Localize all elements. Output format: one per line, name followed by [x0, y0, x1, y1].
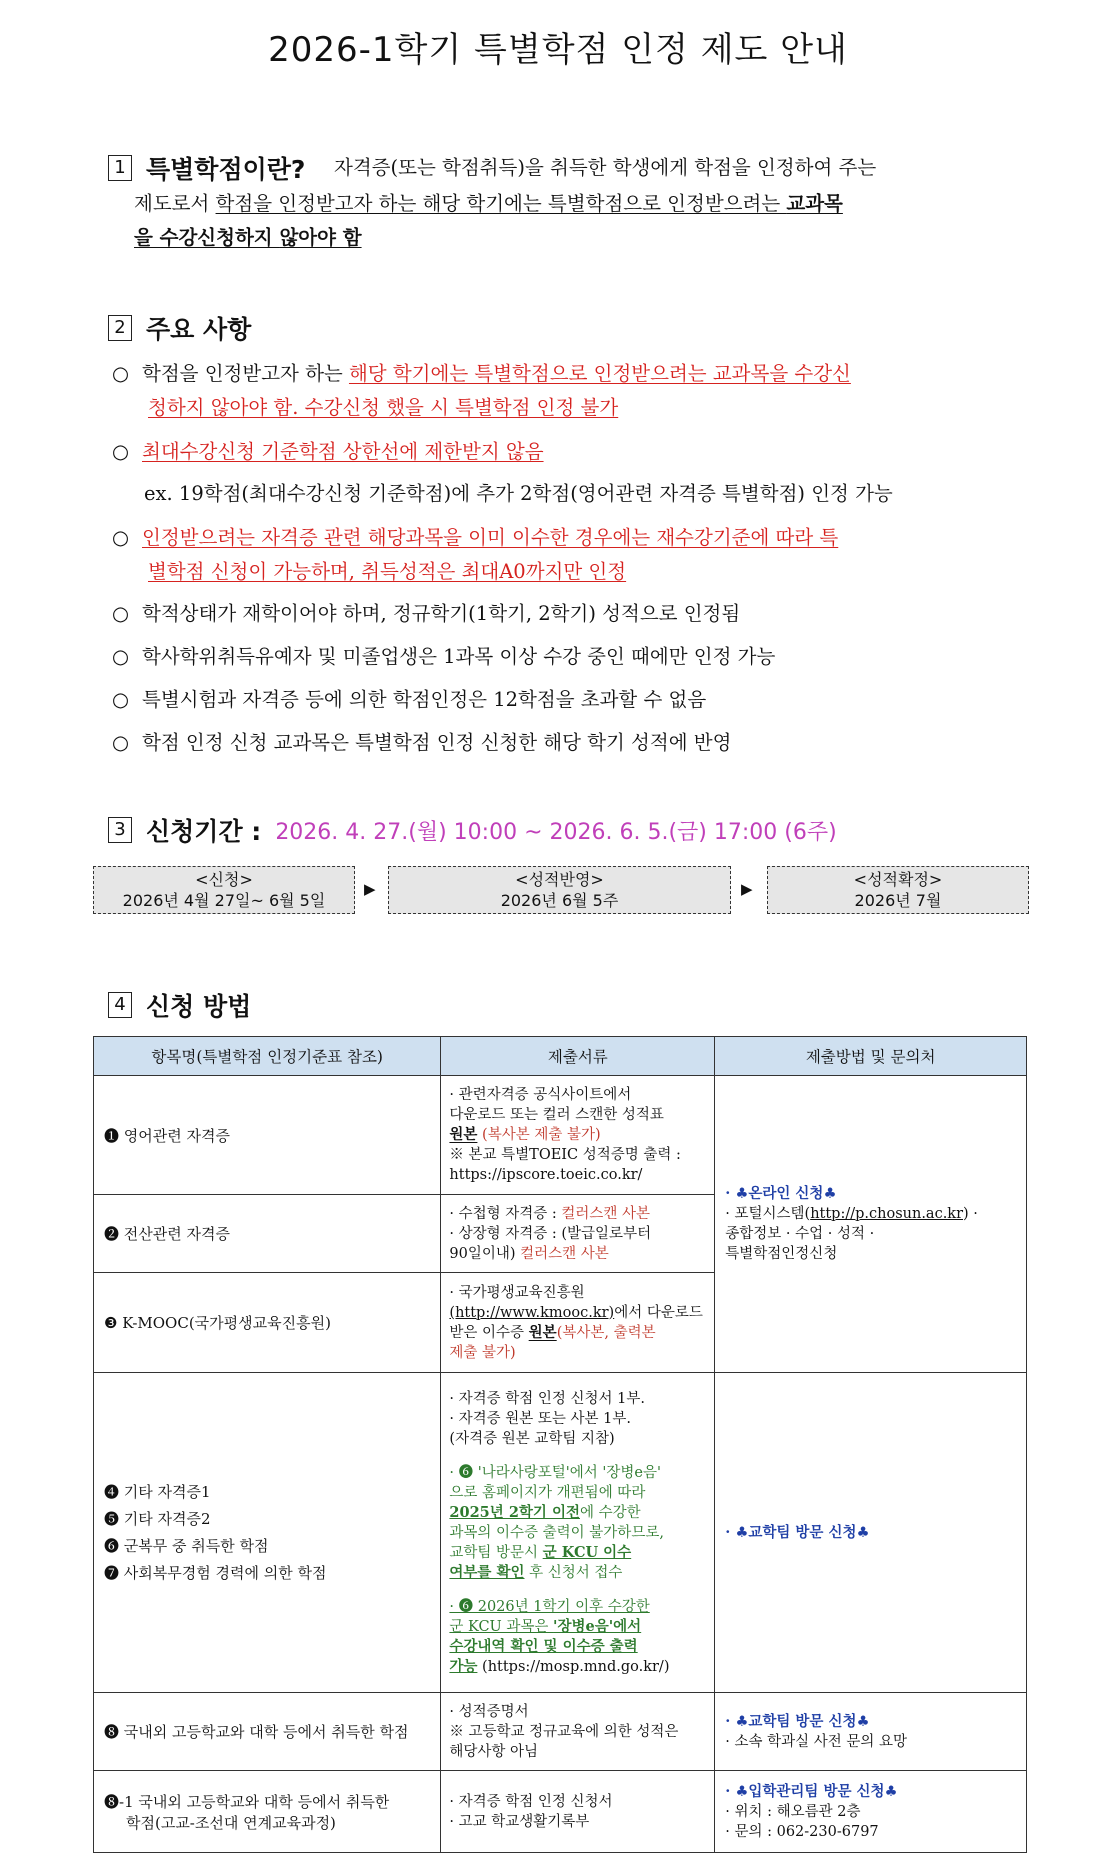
row-6-method: · ♣입학관리팀 방문 신청♣ · 위치 : 해오름관 2층 · 문의 : 062-230-6797: [715, 1771, 1027, 1853]
header-docs: 제출서류: [441, 1037, 715, 1076]
row-5-docs: · 성적증명서 ※ 고등학교 정규교육에 의한 성적은 해당사항 아님: [441, 1693, 715, 1771]
row-3-docs: · 국가평생교육진흥원 (http://www.kmooc.kr)에서 다운로드 받은 이수증 원본(복사본, 출력본 제출 불가): [441, 1273, 715, 1373]
row-4-method: · ♣교학팀 방문 신청♣: [715, 1373, 1027, 1693]
row-1-name: ❶ 영어관련 자격증: [94, 1076, 441, 1195]
section-2-example: ex. 19학점(최대수강신청 기준학점)에 추가 2학점(영어관련 자격증 특별학점) 인정 가능: [144, 482, 893, 505]
row-5-method: · ♣교학팀 방문 신청♣ · 소속 학과실 사전 문의 요망: [715, 1693, 1027, 1771]
row-6-name: ❽-1 국내외 고등학교와 대학 등에서 취득한 학점(고교-조선대 연계교육과정): [94, 1771, 441, 1853]
section-3-number: 3: [108, 817, 132, 843]
section-1-heading: [108, 150, 305, 186]
row-4-docs: · 자격증 학점 인정 신청서 1부. · 자격증 원본 또는 사본 1부. (자격증 원본 교학팀 지참) · ❻ '나라사랑포털'에서 '장병e음' 으로 홈페이지가 개편됨에 따라 2025년 2학기 이전에 수강한 과목의 이수증 출력이 불가하므로, 교학팀 방문시 군 KCU 이수 여부를 확인 후 신청서 접수 · ❻ 2026년 1학기 이후 수강한 군 KCU 과목은 '장병e음'에서 수강내역 확인 및 이수증 출력 가능 (https://mosp.mnd.go.kr/): [441, 1373, 715, 1693]
row-2-name: ❷ 전산관련 자격증: [94, 1195, 441, 1273]
section-4-title: 신청 방법: [146, 992, 252, 1021]
application-period: 2026. 4. 27.(월) 10:00 ~ 2026. 6. 5.(금) 17:00 (6주): [275, 819, 837, 845]
stage-apply: <신청> 2026년 4월 27일~ 6월 5일: [93, 866, 355, 914]
section-4-number: 4: [108, 992, 132, 1018]
section-3-title: 신청기간 :: [146, 817, 262, 846]
section-2-number: 2: [108, 315, 132, 341]
header-method: 제출방법 및 문의처: [715, 1037, 1027, 1076]
section-2-bullet-6: ○ 특별시험과 자격증 등에 의한 학점인정은 12학점을 초과할 수 없음: [112, 688, 707, 711]
row-4-names: ❹ 기타 자격증1 ❺ 기타 자격증2 ❻ 군복무 중 취득한 학점 ❼ 사회복무경험 경력에 의한 학점: [94, 1373, 441, 1693]
portal-link[interactable]: http://p.chosun.ac.kr: [810, 1206, 964, 1222]
kmooc-link[interactable]: (http://www.kmooc.kr): [449, 1304, 615, 1321]
row-1-docs: · 관련자격증 공식사이트에서 다운로드 또는 컬러 스캔한 성적표 원본 (복사본 제출 불가) ※ 본교 특별TOEIC 성적증명 출력 : https://ipscore.toeic.co.kr/: [441, 1076, 715, 1195]
section-2-bullet-7: ○ 학점 인정 신청 교과목은 특별학점 인정 신청한 해당 학기 성적에 반영: [112, 731, 732, 754]
section-2-bullet-3-cont: 별학점 신청이 가능하며, 취득성적은 최대A0까지만 인정: [148, 560, 627, 583]
table-row: [94, 1771, 1027, 1853]
section-2-heading: [108, 310, 251, 346]
section-1-line-2: 제도로서 학점을 인정받고자 하는 해당 학기에는 특별학점으로 인정받으려는 교과목: [134, 192, 843, 215]
section-3-heading: [108, 812, 837, 848]
table-row: [94, 1373, 1027, 1693]
section-2-title: 주요 사항: [146, 315, 252, 344]
table-row: [94, 1693, 1027, 1771]
section-1-line-1: 자격증(또는 학점취득)을 취득한 학생에게 학점을 인정하여 주는: [334, 156, 877, 179]
page-title: 2026-1학기 특별학점 인정 제도 안내: [268, 30, 848, 70]
header-item: 항목명(특별학점 인정기준표 참조): [94, 1037, 441, 1076]
section-2-bullet-1-cont: 청하지 않아야 함. 수강신청 했을 시 특별학점 인정 불가: [148, 396, 619, 419]
row-3-name: ❸ K-MOOC(국가평생교육진흥원): [94, 1273, 441, 1373]
stage-arrow-1: ▶: [364, 880, 376, 898]
stage-grade-reflect: <성적반영> 2026년 6월 5주: [388, 866, 731, 914]
application-method-table: [93, 1036, 1027, 1853]
table-header-row: [94, 1037, 1027, 1076]
section-2-bullet-2: ○ 최대수강신청 기준학점 상한선에 제한받지 않음: [112, 440, 544, 463]
section-2-bullet-4: ○ 학적상태가 재학이어야 하며, 정규학기(1학기, 2학기) 성적으로 인정됨: [112, 602, 741, 625]
section-4-heading: [108, 987, 251, 1023]
section-1-number: 1: [108, 155, 132, 181]
section-2-bullet-5: ○ 학사학위취득유예자 및 미졸업생은 1과목 이상 수강 중인 때에만 인정 가능: [112, 645, 776, 668]
row-2-docs: · 수첩형 자격증 : 컬러스캔 사본 · 상장형 자격증 : (발급일로부터 90일이내) 컬러스캔 사본: [441, 1195, 715, 1273]
stage-arrow-2: ▶: [741, 880, 753, 898]
section-1-line-3: 을 수강신청하지 않아야 함: [134, 226, 362, 249]
section-2-bullet-3: ○ 인정받으려는 자격증 관련 해당과목을 이미 이수한 경우에는 재수강기준에 따라 특: [112, 526, 839, 549]
stage-grade-confirm: <성적확정> 2026년 7월: [767, 866, 1029, 914]
row-6-docs: · 자격증 학점 인정 신청서 · 고교 학교생활기록부: [441, 1771, 715, 1853]
row-5-name: ❽ 국내외 고등학교와 대학 등에서 취득한 학점: [94, 1693, 441, 1771]
table-row: [94, 1076, 1027, 1195]
online-method-cell: · ♣온라인 신청♣ · 포털시스템(http://p.chosun.ac.kr) · 종합정보 · 수업 · 성적 · 특별학점인정신청: [715, 1076, 1027, 1373]
section-1-title: 특별학점이란?: [146, 155, 306, 184]
section-2-bullet-1: ○ 학점을 인정받고자 하는 해당 학기에는 특별학점으로 인정받으려는 교과목을 수강신: [112, 362, 851, 385]
